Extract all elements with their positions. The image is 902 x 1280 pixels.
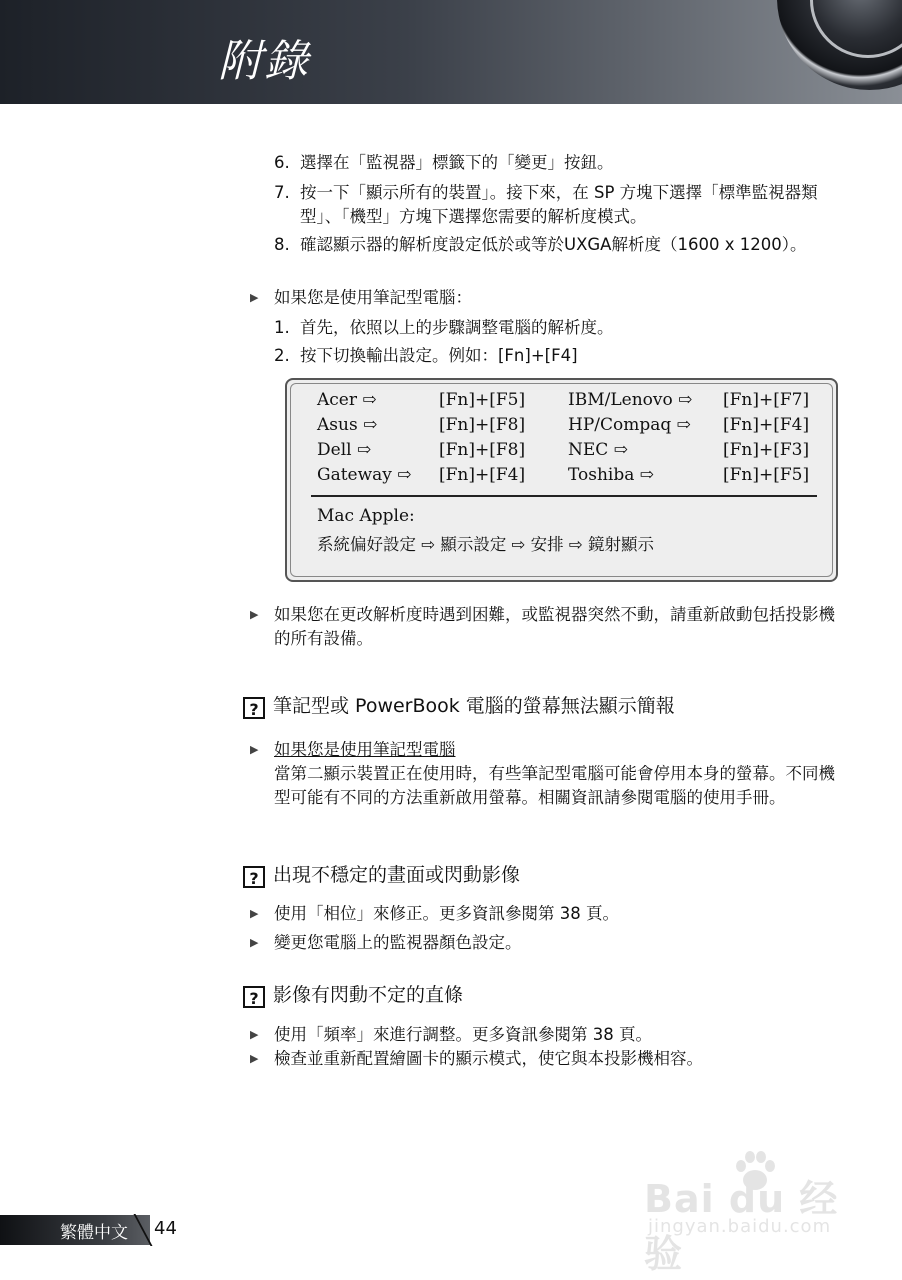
step-8 (274, 233, 834, 257)
bullet-text: 如果您是使用筆記型電腦： (274, 288, 472, 307)
bullet-text: 當第二顯示裝置正在使用時，有些筆記型電腦可能會停用本身的螢幕。不同機型可能有不同的方法重新啟用螢幕。相關資訊請參閱電腦的使用手冊。 (274, 764, 835, 807)
bullet-text: 檢查並重新配置繪圖卡的顯示模式，使它與本投影機相容。 (274, 1049, 703, 1068)
section-heading-flicker (243, 982, 463, 1008)
footer-language: 繁體中文 (60, 1223, 128, 1243)
step-number: 7. (274, 183, 290, 202)
hotkey-brand: Acer ⇨ (317, 390, 377, 410)
hotkey-brand: HP/Compaq ⇨ (568, 415, 691, 435)
bullet-text: 變更您電腦上的監視器顏色設定。 (274, 933, 522, 952)
watermark-brand: Bai du 经验 (644, 1177, 839, 1276)
restart-bullet (250, 603, 840, 651)
hotkey-brand: IBM/Lenovo ⇨ (568, 390, 693, 410)
hotkey-brand: Gateway ⇨ (317, 465, 412, 485)
bullet-text: 使用「頻率」來進行調整。更多資訊參閱第 38 頁。 (274, 1025, 652, 1044)
hotkey-key: [Fn]+[F5] (439, 390, 526, 410)
powerbook-bullet (250, 738, 840, 810)
bullet-title: 如果您是使用筆記型電腦 (274, 740, 456, 759)
watermark-url: jingyan.baidu.com (648, 1216, 832, 1237)
hotkey-key: [Fn]+[F8] (439, 415, 526, 435)
page-number: 44 (154, 1218, 177, 1239)
bullet-arrow-icon: ▶ (250, 291, 259, 304)
bullet-arrow-icon: ▶ (250, 936, 259, 949)
bullet-arrow-icon: ▶ (250, 907, 259, 920)
step-number: 8. (274, 235, 290, 254)
hotkey-divider (311, 495, 817, 497)
bullet-arrow-icon: ▶ (250, 1052, 259, 1065)
step-text: 首先，依照以上的步驟調整電腦的解析度。 (300, 318, 614, 337)
mac-title: Mac Apple: (317, 506, 415, 526)
page-header (0, 0, 902, 104)
laptop-step-2 (274, 344, 834, 368)
hotkey-brand: Dell ⇨ (317, 440, 372, 460)
mac-path: 系統偏好設定 ⇨ 顯示設定 ⇨ 安排 ⇨ 鏡射顯示 (317, 535, 654, 554)
bullet-arrow-icon: ▶ (250, 608, 259, 621)
bullet-text: 使用「相位」來修正。更多資訊參閱第 38 頁。 (274, 904, 619, 923)
question-icon: ? (243, 986, 265, 1008)
hotkey-box (285, 378, 838, 582)
flicker-bullet-1 (250, 1023, 840, 1047)
step-number: 6. (274, 153, 290, 172)
unstable-bullet-1 (250, 902, 840, 926)
section-heading-powerbook (243, 693, 675, 719)
hotkey-key: [Fn]+[F4] (723, 415, 810, 435)
step-text: 按一下「顯示所有的裝置」。接下來，在 SP 方塊下選擇「標準監視器類型」、「機型」方塊下選擇您需要的解析度模式。 (300, 183, 818, 226)
hotkey-key: [Fn]+[F3] (723, 440, 810, 460)
step-number: 2. (274, 346, 290, 365)
hotkey-key: [Fn]+[F5] (723, 465, 810, 485)
hotkey-brand: NEC ⇨ (568, 440, 628, 460)
step-7 (274, 181, 834, 229)
hotkey-brand: Toshiba ⇨ (568, 465, 655, 485)
baidu-watermark (640, 1150, 850, 1276)
step-text: 確認顯示器的解析度設定低於或等於UXGA解析度（1600 x 1200）。 (300, 235, 807, 254)
step-number: 1. (274, 318, 290, 337)
hotkey-key: [Fn]+[F4] (439, 465, 526, 485)
hotkey-brand: Asus ⇨ (317, 415, 378, 435)
section-heading-unstable (243, 862, 520, 888)
question-icon: ? (243, 697, 265, 719)
unstable-bullet-2 (250, 931, 840, 955)
bullet-text: 如果您在更改解析度時遇到困難，或監視器突然不動，請重新啟動包括投影機的所有設備。 (274, 605, 835, 648)
flicker-bullet-2 (250, 1047, 840, 1071)
step-text: 選擇在「監視器」標籤下的「變更」按鈕。 (300, 153, 614, 172)
heading-text: 筆記型或 PowerBook 電腦的螢幕無法顯示簡報 (273, 695, 675, 717)
page-title: 附錄 (218, 36, 310, 87)
heading-text: 出現不穩定的畫面或閃動影像 (273, 864, 521, 886)
step-text: 按下切換輸出設定。例如：[Fn]+[F4] (300, 346, 578, 365)
step-6 (274, 151, 834, 175)
hotkey-key: [Fn]+[F7] (723, 390, 810, 410)
question-icon: ? (243, 866, 265, 888)
bullet-arrow-icon: ▶ (250, 743, 259, 756)
laptop-bullet (250, 286, 840, 310)
heading-text: 影像有閃動不定的直條 (273, 984, 464, 1006)
laptop-step-1 (274, 316, 834, 340)
hotkey-key: [Fn]+[F8] (439, 440, 526, 460)
bullet-arrow-icon: ▶ (250, 1028, 259, 1041)
